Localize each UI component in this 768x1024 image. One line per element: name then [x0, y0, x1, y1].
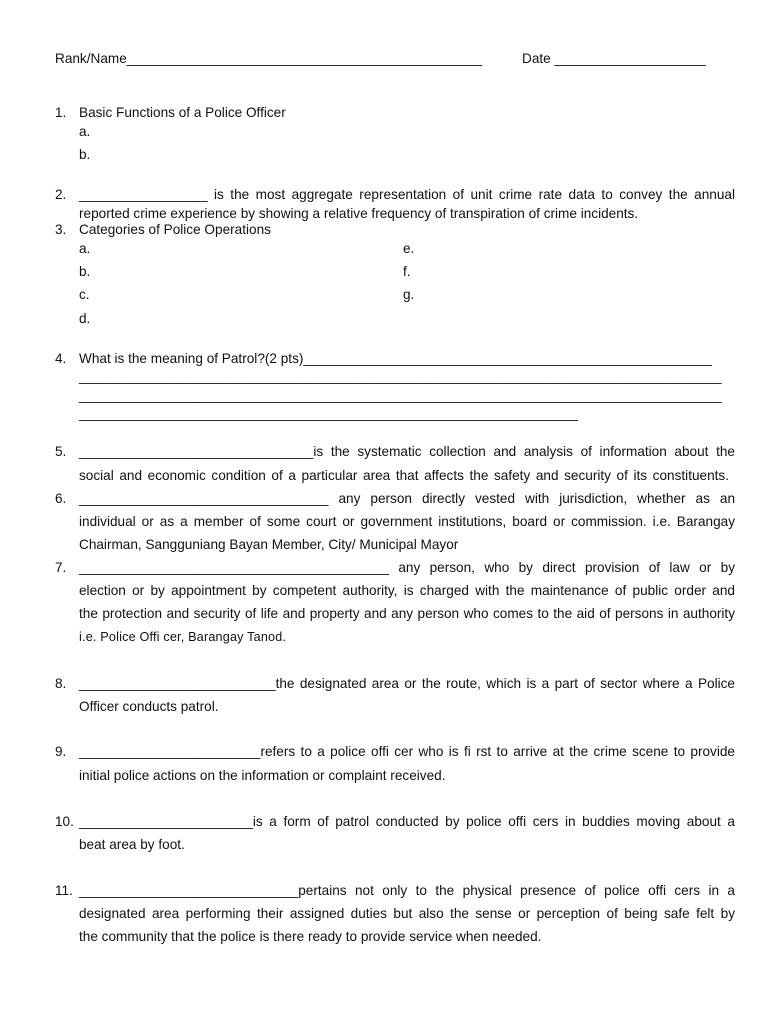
- q9-line-2: initial police actions on the information or complaint received.: [79, 768, 446, 783]
- q1-item-b[interactable]: b.: [79, 147, 91, 162]
- q3-item-c[interactable]: c.: [79, 287, 90, 302]
- q4-line-3[interactable]: _____________________________________________________________________________________: [79, 388, 722, 403]
- q8-line-1[interactable]: __________________________the designated area or the route, which is a part of sector where a Police: [79, 676, 735, 691]
- q4-number: 4.: [55, 351, 67, 366]
- q3-item-d[interactable]: d.: [79, 311, 91, 326]
- q1-item-a[interactable]: a.: [79, 124, 91, 139]
- q8-number: 8.: [55, 676, 67, 691]
- q1-number: 1.: [55, 105, 67, 120]
- q4-line-4[interactable]: __________________________________________________________________: [79, 406, 578, 421]
- q7-number: 7.: [55, 560, 67, 575]
- q9-number: 9.: [55, 744, 67, 759]
- q7-line-2: election or by appointment by competent authority, is charged with the maintenance of public order and: [79, 583, 735, 598]
- q1-text: Basic Functions of a Police Officer: [79, 105, 286, 120]
- q11-line-1[interactable]: _____________________________pertains not only to the physical presence of police offi cers in a: [79, 883, 735, 898]
- q11-line-2: designated area performing their assigned duties but also the sense or perception of being safe felt by: [79, 906, 735, 921]
- q11-line-3: the community that the police is there ready to provide service when needed.: [79, 929, 542, 944]
- q5-line-1[interactable]: _______________________________is the systematic collection and analysis of information about the: [79, 444, 735, 459]
- q10-line-1[interactable]: _______________________is a form of patrol conducted by police offi cers in buddies moving about a: [79, 814, 735, 829]
- q2-line-1[interactable]: _________________ is the most aggregate representation of unit crime rate data to convey the annual: [79, 187, 735, 202]
- q4-line-2[interactable]: _____________________________________________________________________________________: [79, 369, 722, 384]
- q3-item-g[interactable]: g.: [403, 287, 415, 302]
- q9-line-1[interactable]: ________________________refers to a police offi cer who is fi rst to arrive at the crime scene to provide: [79, 744, 735, 759]
- q8-line-2: Officer conducts patrol.: [79, 699, 219, 714]
- q6-number: 6.: [55, 491, 67, 506]
- q3-item-a[interactable]: a.: [79, 241, 91, 256]
- q11-number: 11.: [55, 883, 73, 898]
- q5-number: 5.: [55, 444, 67, 459]
- q3-text: Categories of Police Operations: [79, 222, 271, 237]
- q3-item-b[interactable]: b.: [79, 264, 91, 279]
- q6-line-2: individual or as a member of some court or government institutions, board or commission. i.e. Barangay: [79, 514, 735, 529]
- q3-item-f[interactable]: f.: [403, 264, 411, 279]
- q6-line-1[interactable]: _________________________________ any person directly vested with jurisdiction, whether as an: [79, 491, 735, 506]
- q2-number: 2.: [55, 187, 67, 202]
- q4-line-1[interactable]: What is the meaning of Patrol?(2 pts)______________________________________________________: [79, 351, 712, 366]
- q5-line-2: social and economic condition of a particular area that affects the safety and security of its constituents.: [79, 468, 729, 483]
- q6-line-3: Chairman, Sangguniang Bayan Member, City/ Municipal Mayor: [79, 537, 459, 552]
- date-field[interactable]: Date ____________________: [522, 51, 706, 66]
- q3-item-e[interactable]: e.: [403, 241, 415, 256]
- q3-number: 3.: [55, 222, 67, 237]
- q2-line-2: reported crime experience by showing a relative frequency of transpiration of crime incidents.: [79, 206, 639, 221]
- q7-line-1[interactable]: _________________________________________ any person, who by direct provision of law or by: [79, 560, 735, 575]
- q7-line-4: i.e. Police Offi cer, Barangay Tanod.: [79, 630, 287, 644]
- rank-name-field[interactable]: Rank/Name_______________________________________________: [55, 51, 483, 66]
- q7-line-3: the protection and security of life and property and any person who comes to the aid of persons in authority: [79, 606, 735, 621]
- q10-line-2: beat area by foot.: [79, 837, 185, 852]
- q10-number: 10.: [55, 814, 74, 829]
